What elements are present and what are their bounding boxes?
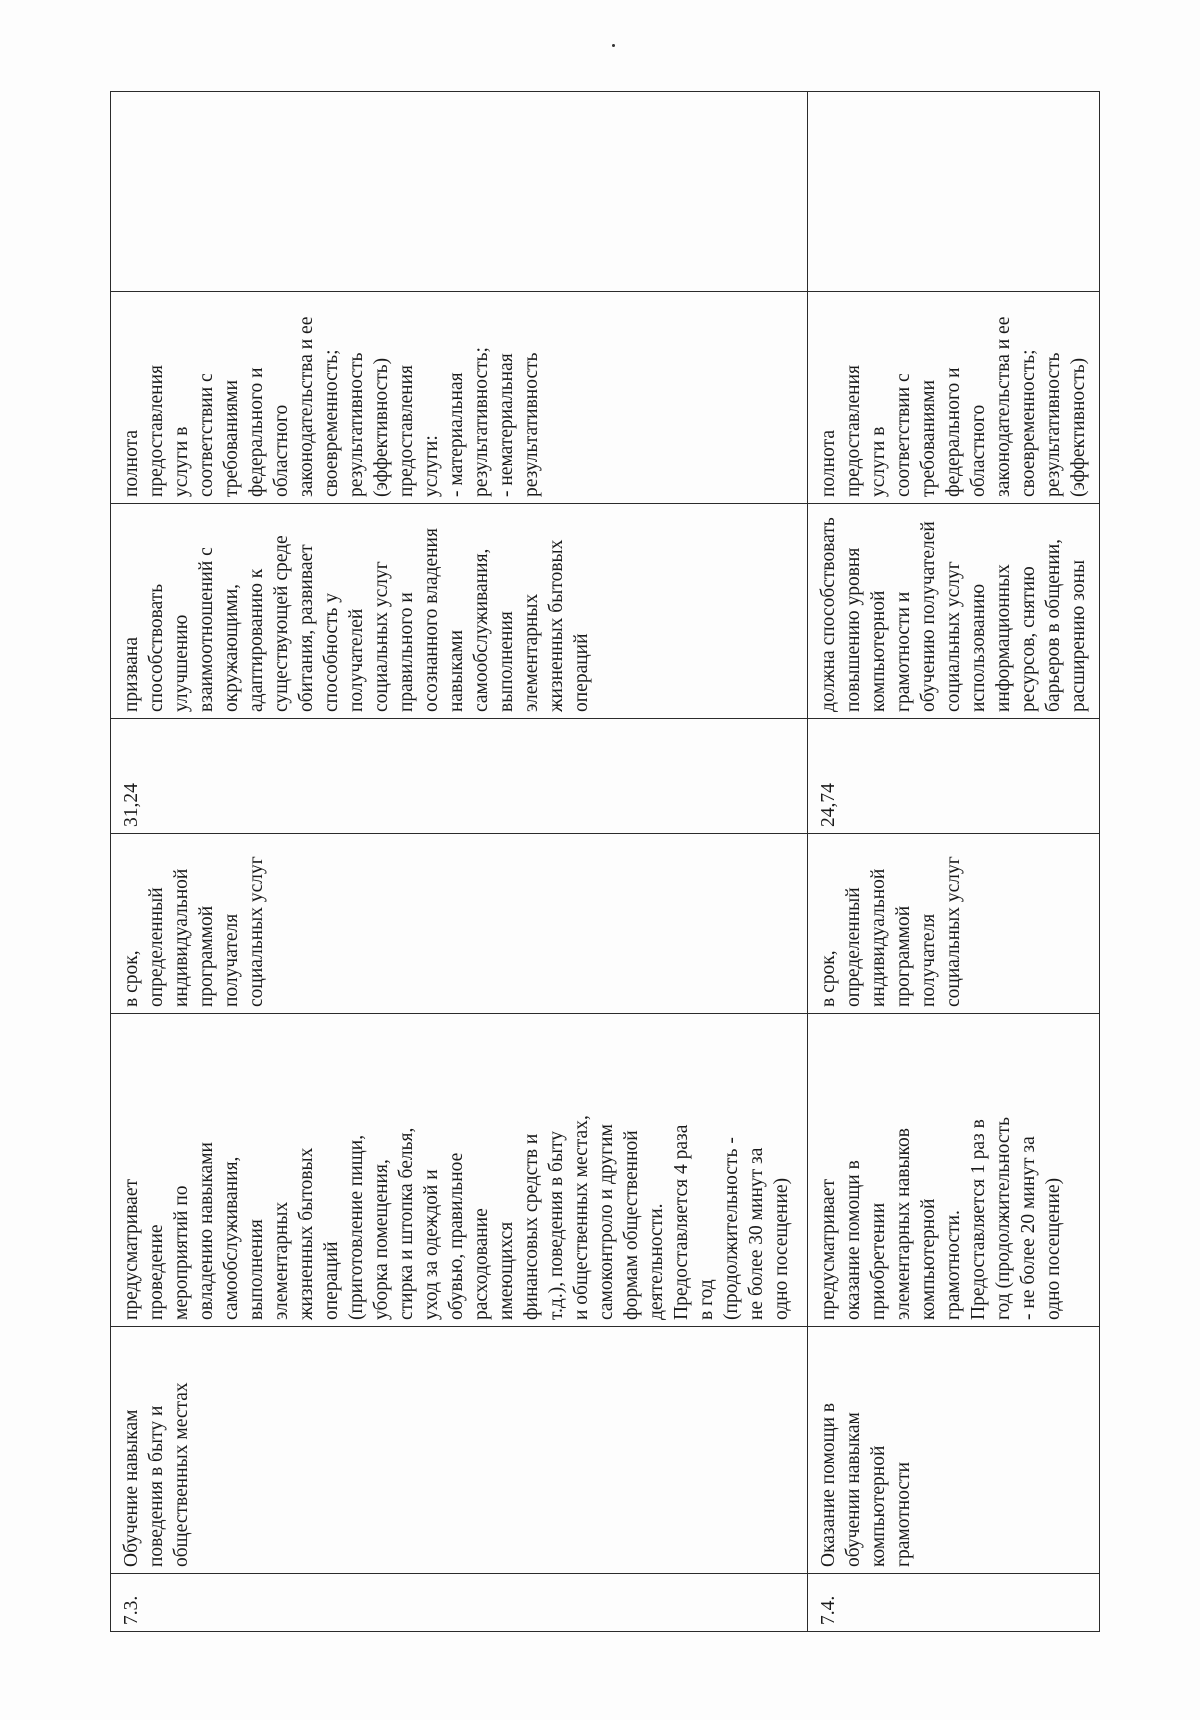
cell-line: не более 30 минут за bbox=[746, 1147, 767, 1320]
cell-line: социальных услуг bbox=[246, 856, 267, 1007]
service-price-cell bbox=[111, 719, 808, 834]
service-name-cell bbox=[808, 1327, 1100, 1574]
cell-line: ресурсов, снятию bbox=[1018, 566, 1039, 712]
cell-line: социальных услуг bbox=[943, 856, 964, 1007]
cell-line: приобретении bbox=[868, 1202, 889, 1320]
cell-line: (эффективность) bbox=[1068, 357, 1089, 497]
table-row bbox=[111, 92, 808, 1632]
cell-line: Обучение навыкам bbox=[121, 1409, 142, 1567]
cell-line: обучении навыкам bbox=[843, 1412, 864, 1567]
cell-line: формам общественной bbox=[621, 1130, 642, 1320]
cell-line: индивидуальной bbox=[868, 868, 889, 1007]
cell-line: улучшению bbox=[171, 614, 192, 712]
cell-line: использованию bbox=[968, 583, 989, 712]
cell-line: предоставления bbox=[843, 365, 864, 497]
cell-line: т.д.), поведения в быту bbox=[546, 1130, 567, 1320]
cell-line: законодательства и ее bbox=[296, 316, 317, 497]
notes-cell bbox=[808, 92, 1100, 292]
table-row bbox=[808, 92, 1100, 1632]
cell-line: мероприятий по bbox=[171, 1185, 192, 1320]
cell-line: услуги в bbox=[868, 426, 889, 497]
cell-line: информационных bbox=[993, 564, 1014, 712]
cell-line: в срок, bbox=[121, 950, 142, 1007]
cell-line: требованиями bbox=[918, 379, 939, 497]
cell-line: уборка помещения, bbox=[371, 1159, 392, 1320]
cell-line: результативность bbox=[1043, 352, 1064, 497]
service-term-cell bbox=[111, 834, 808, 1014]
cell-line: Оказание помощи в bbox=[818, 1402, 839, 1567]
cell-line: предоставления bbox=[146, 365, 167, 497]
cell-line: в год bbox=[696, 1279, 717, 1320]
cell-line: стирка и штопка белья, bbox=[396, 1127, 417, 1320]
service-number-cell bbox=[808, 1574, 1100, 1632]
cell-line: полнота bbox=[121, 429, 142, 497]
cell-line: поведения в быту и bbox=[146, 1405, 167, 1567]
cell-line: законодательства и ее bbox=[993, 316, 1014, 497]
quality-indicators-cell bbox=[808, 292, 1100, 504]
cell-line: жизненных бытовых bbox=[546, 539, 567, 712]
cell-line: правильного и bbox=[396, 592, 417, 712]
cell-line: расходование bbox=[471, 1208, 492, 1320]
cell-line: одно посещение) bbox=[1043, 1177, 1064, 1320]
cell-line: услуги в bbox=[171, 426, 192, 497]
cell-line: компьютерной bbox=[918, 1198, 939, 1320]
cell-line: уход за одеждой и bbox=[421, 1169, 442, 1320]
cell-line: Предоставляется 1 раз в bbox=[968, 1119, 989, 1320]
cell-line: способствовать bbox=[146, 583, 167, 712]
cell-line: определенный bbox=[843, 887, 864, 1007]
cell-line: призвана bbox=[121, 636, 142, 712]
cell-line: результативность bbox=[346, 352, 367, 497]
scan-speck bbox=[612, 44, 615, 47]
cell-line: определенный bbox=[146, 887, 167, 1007]
cell-line: элементарных bbox=[521, 593, 542, 712]
cell-line: федерального и bbox=[246, 367, 267, 497]
service-conditions-cell bbox=[808, 504, 1100, 719]
cell-line: финансовых средств и bbox=[521, 1133, 542, 1320]
cell-text: 7.3. bbox=[121, 1595, 142, 1625]
service-description-cell bbox=[808, 1014, 1100, 1327]
cell-line: предоставления bbox=[396, 365, 417, 497]
cell-line: полнота bbox=[818, 429, 839, 497]
cell-line: (приготовление пищи, bbox=[346, 1134, 367, 1320]
cell-line: компьютерной bbox=[868, 590, 889, 712]
cell-line: выполнения bbox=[246, 1219, 267, 1320]
cell-line: услуги: bbox=[421, 435, 442, 497]
cell-line: операций bbox=[321, 1241, 342, 1320]
cell-line: своевременность; bbox=[321, 349, 342, 497]
cell-line: оказание помощи в bbox=[843, 1160, 864, 1320]
cell-text: 24,74 bbox=[818, 783, 839, 827]
cell-line: предусматривает bbox=[818, 1179, 839, 1320]
cell-line: и общественных местах, bbox=[571, 1115, 592, 1320]
cell-line: программой bbox=[893, 905, 914, 1007]
cell-line: самообслуживания, bbox=[221, 1156, 242, 1320]
cell-line: - материальная bbox=[446, 372, 467, 497]
cell-text: 7.4. bbox=[818, 1595, 839, 1625]
cell-line: должна способствовать bbox=[818, 517, 839, 712]
cell-line: программой bbox=[196, 905, 217, 1007]
cell-line: повышению уровня bbox=[843, 547, 864, 712]
cell-line: год (продолжительность bbox=[993, 1117, 1014, 1320]
cell-line: выполнения bbox=[496, 611, 517, 712]
cell-line: грамотности. bbox=[943, 1210, 964, 1320]
cell-line: элементарных навыков bbox=[893, 1127, 914, 1320]
cell-line: расширению зоны bbox=[1068, 559, 1089, 712]
cell-line: деятельности. bbox=[646, 1203, 667, 1320]
cell-line: - нематериальная bbox=[496, 353, 517, 497]
service-description-cell bbox=[111, 1014, 808, 1327]
cell-line: результативность bbox=[521, 352, 542, 497]
cell-line: получателя bbox=[221, 913, 242, 1007]
service-price-cell bbox=[808, 719, 1100, 834]
cell-line: окружающими, bbox=[221, 583, 242, 712]
cell-text: 31,24 bbox=[121, 783, 142, 827]
service-conditions-cell bbox=[111, 504, 808, 719]
notes-cell bbox=[111, 92, 808, 292]
cell-line: требованиями bbox=[221, 379, 242, 497]
cell-line: соответствии с bbox=[893, 373, 914, 497]
cell-line: грамотности и bbox=[893, 591, 914, 712]
service-name-cell bbox=[111, 1327, 808, 1574]
cell-line: индивидуальной bbox=[171, 868, 192, 1007]
cell-line: обувью, правильное bbox=[446, 1152, 467, 1320]
cell-line: получателей bbox=[346, 608, 367, 712]
cell-line: одно посещение) bbox=[771, 1177, 792, 1320]
cell-line: (эффективность) bbox=[371, 357, 392, 497]
cell-line: результативность; bbox=[471, 347, 492, 497]
cell-line: обучению получателей bbox=[918, 521, 939, 712]
service-term-cell bbox=[808, 834, 1100, 1014]
cell-line: областного bbox=[968, 404, 989, 497]
cell-line: осознанного владения bbox=[421, 528, 442, 712]
cell-line: адаптированию к bbox=[246, 568, 267, 712]
service-number-cell bbox=[111, 1574, 808, 1632]
cell-line: жизненных бытовых bbox=[296, 1147, 317, 1320]
cell-line: грамотности bbox=[893, 1461, 914, 1567]
cell-line: социальных услуг bbox=[371, 561, 392, 712]
cell-line: самоконтроло и другим bbox=[596, 1124, 617, 1320]
cell-line: предусматривает bbox=[121, 1179, 142, 1320]
cell-line: имеющихся bbox=[496, 1221, 517, 1320]
cell-line: способность у bbox=[321, 592, 342, 712]
cell-line: барьеров в общении, bbox=[1043, 538, 1064, 712]
cell-line: овладению навыками bbox=[196, 1142, 217, 1320]
cell-line: соответствии с bbox=[196, 373, 217, 497]
cell-line: навыками bbox=[446, 629, 467, 712]
services-table bbox=[110, 91, 1100, 1632]
cell-line: взаимоотношений с bbox=[196, 547, 217, 712]
cell-line: общественных местах bbox=[171, 1382, 192, 1567]
cell-line: Предоставляется 4 раза bbox=[671, 1124, 692, 1320]
cell-line: операций bbox=[571, 633, 592, 712]
cell-line: социальных услуг bbox=[943, 561, 964, 712]
quality-indicators-cell bbox=[111, 292, 808, 504]
cell-line: - не более 20 минут за bbox=[1018, 1136, 1039, 1320]
cell-line: (продолжительность - bbox=[721, 1137, 742, 1320]
cell-line: компьютерной bbox=[868, 1445, 889, 1567]
cell-line: в срок, bbox=[818, 950, 839, 1007]
cell-line: самообслуживания, bbox=[471, 548, 492, 712]
cell-line: получателя bbox=[918, 913, 939, 1007]
cell-line: обитания, развивает bbox=[296, 544, 317, 712]
cell-line: элементарных bbox=[271, 1201, 292, 1320]
cell-line: своевременность; bbox=[1018, 349, 1039, 497]
cell-line: проведение bbox=[146, 1224, 167, 1320]
cell-line: федерального и bbox=[943, 367, 964, 497]
rotated-table-container bbox=[110, 92, 1089, 1632]
cell-line: существующей среде bbox=[271, 535, 292, 712]
cell-line: областного bbox=[271, 404, 292, 497]
